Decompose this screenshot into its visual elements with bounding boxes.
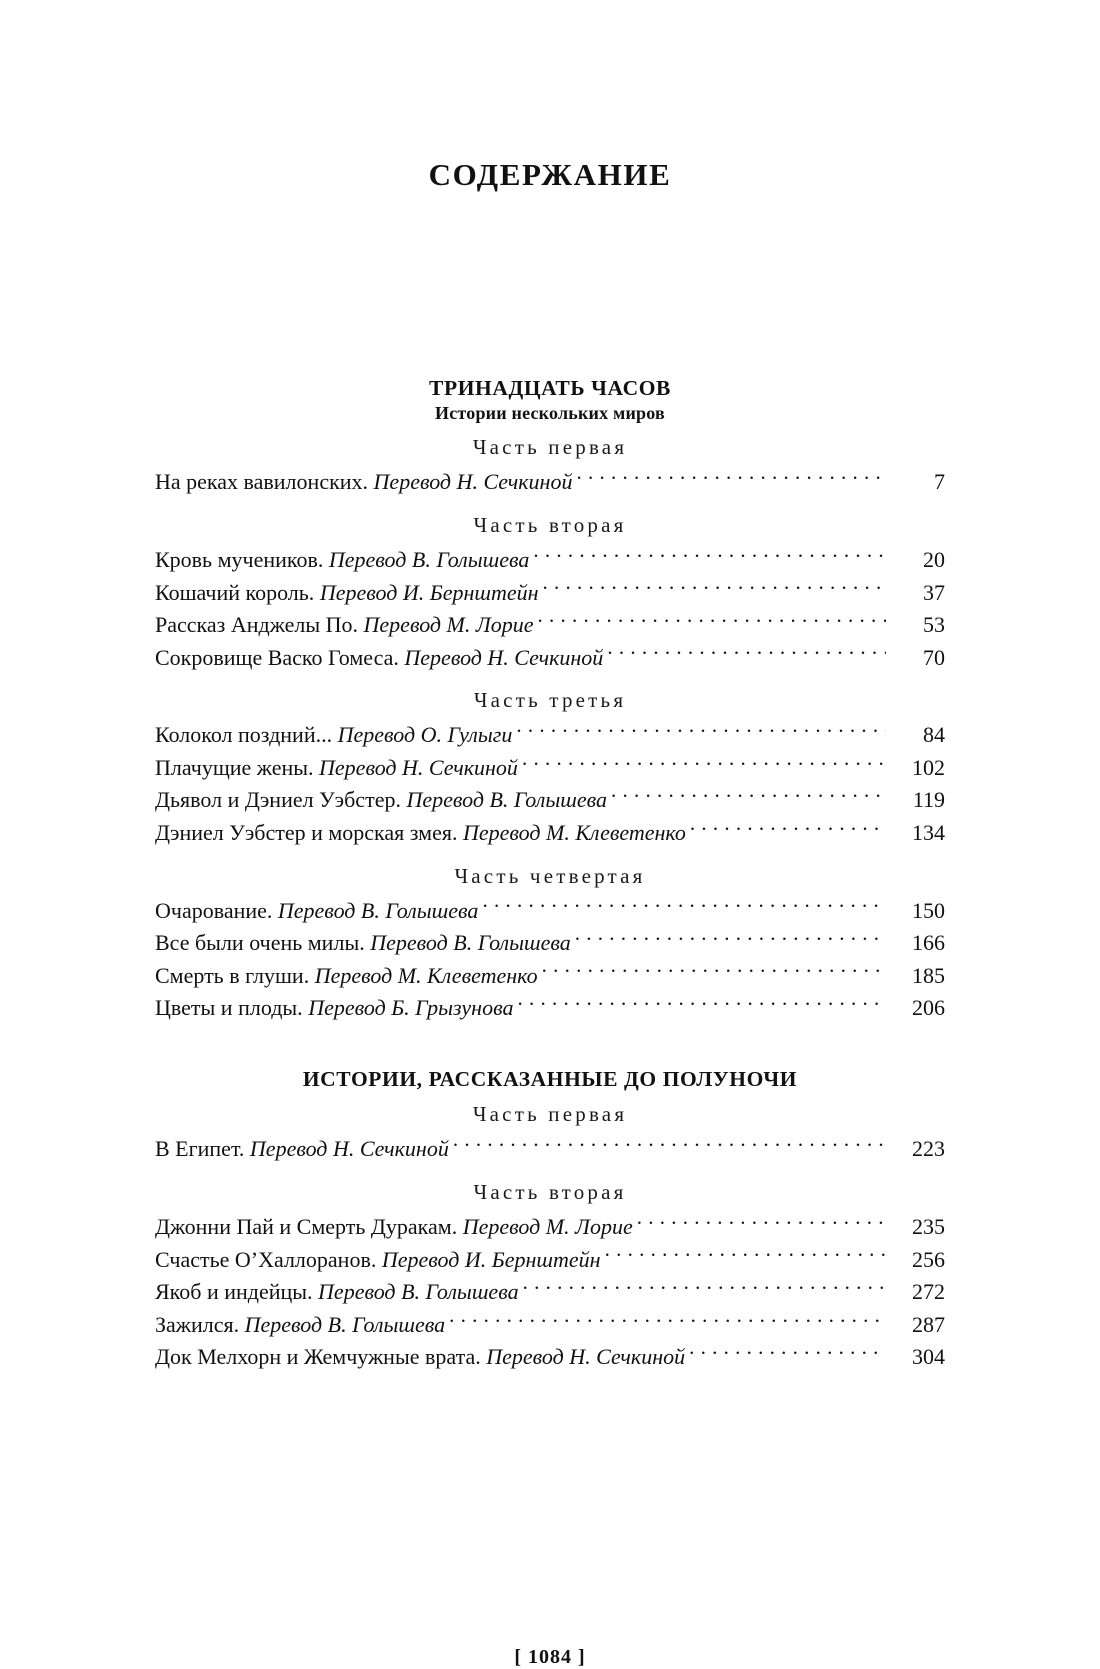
- toc-entry-translator: Перевод В. Голышева: [370, 930, 571, 956]
- part-title: Часть вторая: [473, 512, 627, 537]
- toc-entry[interactable]: [155, 577, 945, 610]
- toc-entry-page-number: 235: [912, 1214, 945, 1240]
- toc-entry-title: В Египет.: [155, 1136, 245, 1162]
- toc-entry[interactable]: [155, 1276, 945, 1309]
- toc-entry-page-number: 256: [912, 1246, 945, 1272]
- book-spacer: [155, 1025, 945, 1067]
- toc-entry-page-number: 119: [912, 787, 945, 813]
- dot-leader: [576, 467, 886, 489]
- dot-leader: [522, 753, 886, 775]
- toc-entry[interactable]: [155, 992, 945, 1025]
- toc-entry-title: Кошачий король.: [155, 579, 315, 605]
- toc-entry-text: [155, 544, 529, 577]
- toc-entry-translator: Перевод В. Голышева: [244, 1311, 446, 1337]
- toc-entry-title: На реках вавилонских.: [155, 469, 369, 495]
- toc-entry-title: Джонни Пай и Смерть Дуракам.: [155, 1214, 458, 1240]
- toc-entry-title: Док Мелхорн и Жемчужные врата.: [155, 1344, 481, 1370]
- toc-entry-translator: Перевод Н. Сечкиной: [249, 1136, 449, 1162]
- dot-leader: [611, 785, 886, 807]
- toc-entry-title: Плачущие жены.: [155, 754, 314, 780]
- toc-entry-text: [155, 960, 538, 993]
- dot-leader: [543, 578, 886, 600]
- table-of-contents: [155, 192, 945, 1374]
- toc-entry-title: Сокровище Васко Гомеса.: [155, 644, 399, 670]
- toc-entry-page-number: 150: [912, 897, 945, 923]
- toc-entry-page-number: 304: [912, 1344, 945, 1370]
- toc-entry-translator: Перевод Н. Сечкиной: [373, 469, 573, 495]
- page-folio: [ 1084 ]: [514, 1646, 586, 1668]
- toc-entry-page-number: 70: [923, 644, 945, 670]
- dot-leader: [605, 1245, 886, 1267]
- toc-entry-page-number: 223: [912, 1136, 945, 1162]
- dot-leader: [533, 545, 886, 567]
- toc-entry[interactable]: [155, 544, 945, 577]
- toc-entry-text: [155, 784, 607, 817]
- dot-leader: [689, 1342, 886, 1364]
- part-title: Часть четвертая: [454, 863, 646, 888]
- toc-entry-text: [155, 1309, 445, 1342]
- toc-entry[interactable]: [155, 784, 945, 817]
- toc-entry-title: Дэниел Уэбстер и морская змея.: [155, 819, 458, 845]
- dot-leader: [523, 1277, 886, 1299]
- dot-leader: [607, 643, 886, 665]
- book-list: [155, 192, 945, 1374]
- dot-leader: [637, 1212, 886, 1234]
- toc-entry[interactable]: [155, 609, 945, 642]
- toc-entry-translator: Перевод М. Лорие: [462, 1214, 633, 1240]
- part-title: Часть первая: [472, 1102, 628, 1127]
- dot-leader: [453, 1134, 886, 1156]
- dot-leader: [575, 928, 886, 950]
- toc-entry-text: [155, 992, 514, 1025]
- toc-entry-translator: Перевод В. Голышева: [328, 546, 530, 572]
- toc-entry-title: Цветы и плоды.: [155, 995, 303, 1021]
- dot-leader: [516, 720, 886, 742]
- toc-entry-page-number: 20: [923, 546, 945, 572]
- toc-entry-translator: Перевод И. Бернштейн: [381, 1246, 601, 1272]
- toc-entry-title: Кровь мучеников.: [155, 546, 324, 572]
- toc-entry-text: [155, 577, 539, 610]
- book-spacer: [155, 192, 945, 376]
- toc-entry-translator: Перевод М. Клеветенко: [462, 819, 686, 845]
- toc-entry-page-number: 206: [912, 995, 945, 1021]
- toc-entry-page-number: 166: [912, 930, 945, 956]
- toc-entry-text: [155, 1341, 685, 1374]
- toc-entry-translator: Перевод Н. Сечкиной: [486, 1344, 686, 1370]
- toc-entry-page-number: 7: [934, 469, 945, 495]
- toc-entry-translator: Перевод В. Голышева: [277, 897, 479, 923]
- toc-entry-page-number: 84: [923, 722, 945, 748]
- toc-entry[interactable]: [155, 642, 945, 675]
- toc-entry-text: [155, 927, 571, 960]
- book-section: [155, 376, 945, 1025]
- page-title: СОДЕРЖАНИЕ: [428, 157, 672, 192]
- toc-entry[interactable]: [155, 960, 945, 993]
- toc-entry[interactable]: [155, 1244, 945, 1277]
- toc-entry-title: Колокол поздний...: [155, 722, 333, 748]
- dot-leader: [482, 896, 886, 918]
- book-title: ТРИНАДЦАТЬ ЧАСОВ: [429, 376, 671, 401]
- dot-leader: [690, 818, 886, 840]
- part-title: Часть первая: [472, 435, 628, 460]
- toc-entry-text: [155, 817, 686, 850]
- book-section: [155, 1067, 945, 1374]
- book-subtitle: Истории нескольких миров: [435, 403, 665, 424]
- toc-entry[interactable]: [155, 1341, 945, 1374]
- toc-entry-title: Смерть в глуши.: [155, 962, 310, 988]
- toc-entry-translator: Перевод М. Клеветенко: [314, 962, 538, 988]
- toc-entry[interactable]: [155, 719, 945, 752]
- toc-entry-translator: Перевод И. Бернштейн: [319, 579, 539, 605]
- toc-entry-title: Якоб и индейцы.: [155, 1279, 313, 1305]
- toc-entry-translator: Перевод Н. Сечкиной: [319, 754, 518, 780]
- toc-entry-text: [155, 1244, 601, 1277]
- toc-entry-page-number: 287: [912, 1311, 945, 1337]
- toc-entry-text: [155, 609, 534, 642]
- toc-entry-title: Дьявол и Дэниел Уэбстер.: [155, 787, 401, 813]
- toc-entry-text: [155, 1211, 633, 1244]
- toc-entry-translator: Перевод Б. Грызунова: [308, 995, 514, 1021]
- toc-entry-text: [155, 752, 518, 785]
- toc-entry-text: [155, 1276, 519, 1309]
- dot-leader: [542, 961, 886, 983]
- toc-entry-title: Все были очень милы.: [155, 930, 365, 956]
- dot-leader: [518, 993, 887, 1015]
- dot-leader: [449, 1310, 886, 1332]
- toc-entry-text: [155, 895, 478, 928]
- toc-entry-translator: Перевод В. Голышева: [406, 787, 607, 813]
- toc-entry-translator: Перевод О. Гулыги: [337, 722, 513, 748]
- toc-entry-translator: Перевод Н. Сечкиной: [404, 644, 604, 670]
- toc-entry-title: Зажился.: [155, 1311, 240, 1337]
- toc-entry-page-number: 185: [912, 962, 945, 988]
- toc-entry-text: [155, 719, 512, 752]
- toc-entry[interactable]: [155, 895, 945, 928]
- part-title: Часть вторая: [473, 1180, 627, 1204]
- toc-entry-page-number: 272: [912, 1279, 945, 1305]
- toc-entry-title: Рассказ Анджелы По.: [155, 612, 359, 638]
- dot-leader: [538, 610, 886, 632]
- toc-entry-page-number: 134: [912, 819, 945, 845]
- toc-entry-text: [155, 466, 572, 499]
- toc-entry-page-number: 37: [923, 579, 945, 605]
- part-title: Часть третья: [473, 688, 627, 713]
- book-title: ИСТОРИИ, РАССКАЗАННЫЕ ДО ПОЛУНОЧИ: [302, 1066, 798, 1091]
- toc-entry-text: [155, 1133, 449, 1166]
- toc-entry[interactable]: [155, 1211, 945, 1244]
- toc-entry[interactable]: [155, 927, 945, 960]
- toc-entry[interactable]: [155, 817, 945, 850]
- toc-entry-text: [155, 642, 603, 675]
- toc-entry[interactable]: [155, 1309, 945, 1342]
- toc-entry[interactable]: [155, 466, 945, 499]
- toc-entry[interactable]: [155, 752, 945, 785]
- toc-entry-translator: Перевод М. Лорие: [363, 612, 534, 638]
- toc-entry-translator: Перевод В. Голышева: [318, 1279, 519, 1305]
- toc-entry-page-number: 53: [923, 612, 945, 638]
- toc-entry-title: Очарование.: [155, 897, 273, 923]
- toc-entry-title: Счастье О’Халлоранов.: [155, 1246, 377, 1272]
- toc-entry[interactable]: [155, 1133, 945, 1166]
- toc-entry-page-number: 102: [912, 754, 945, 780]
